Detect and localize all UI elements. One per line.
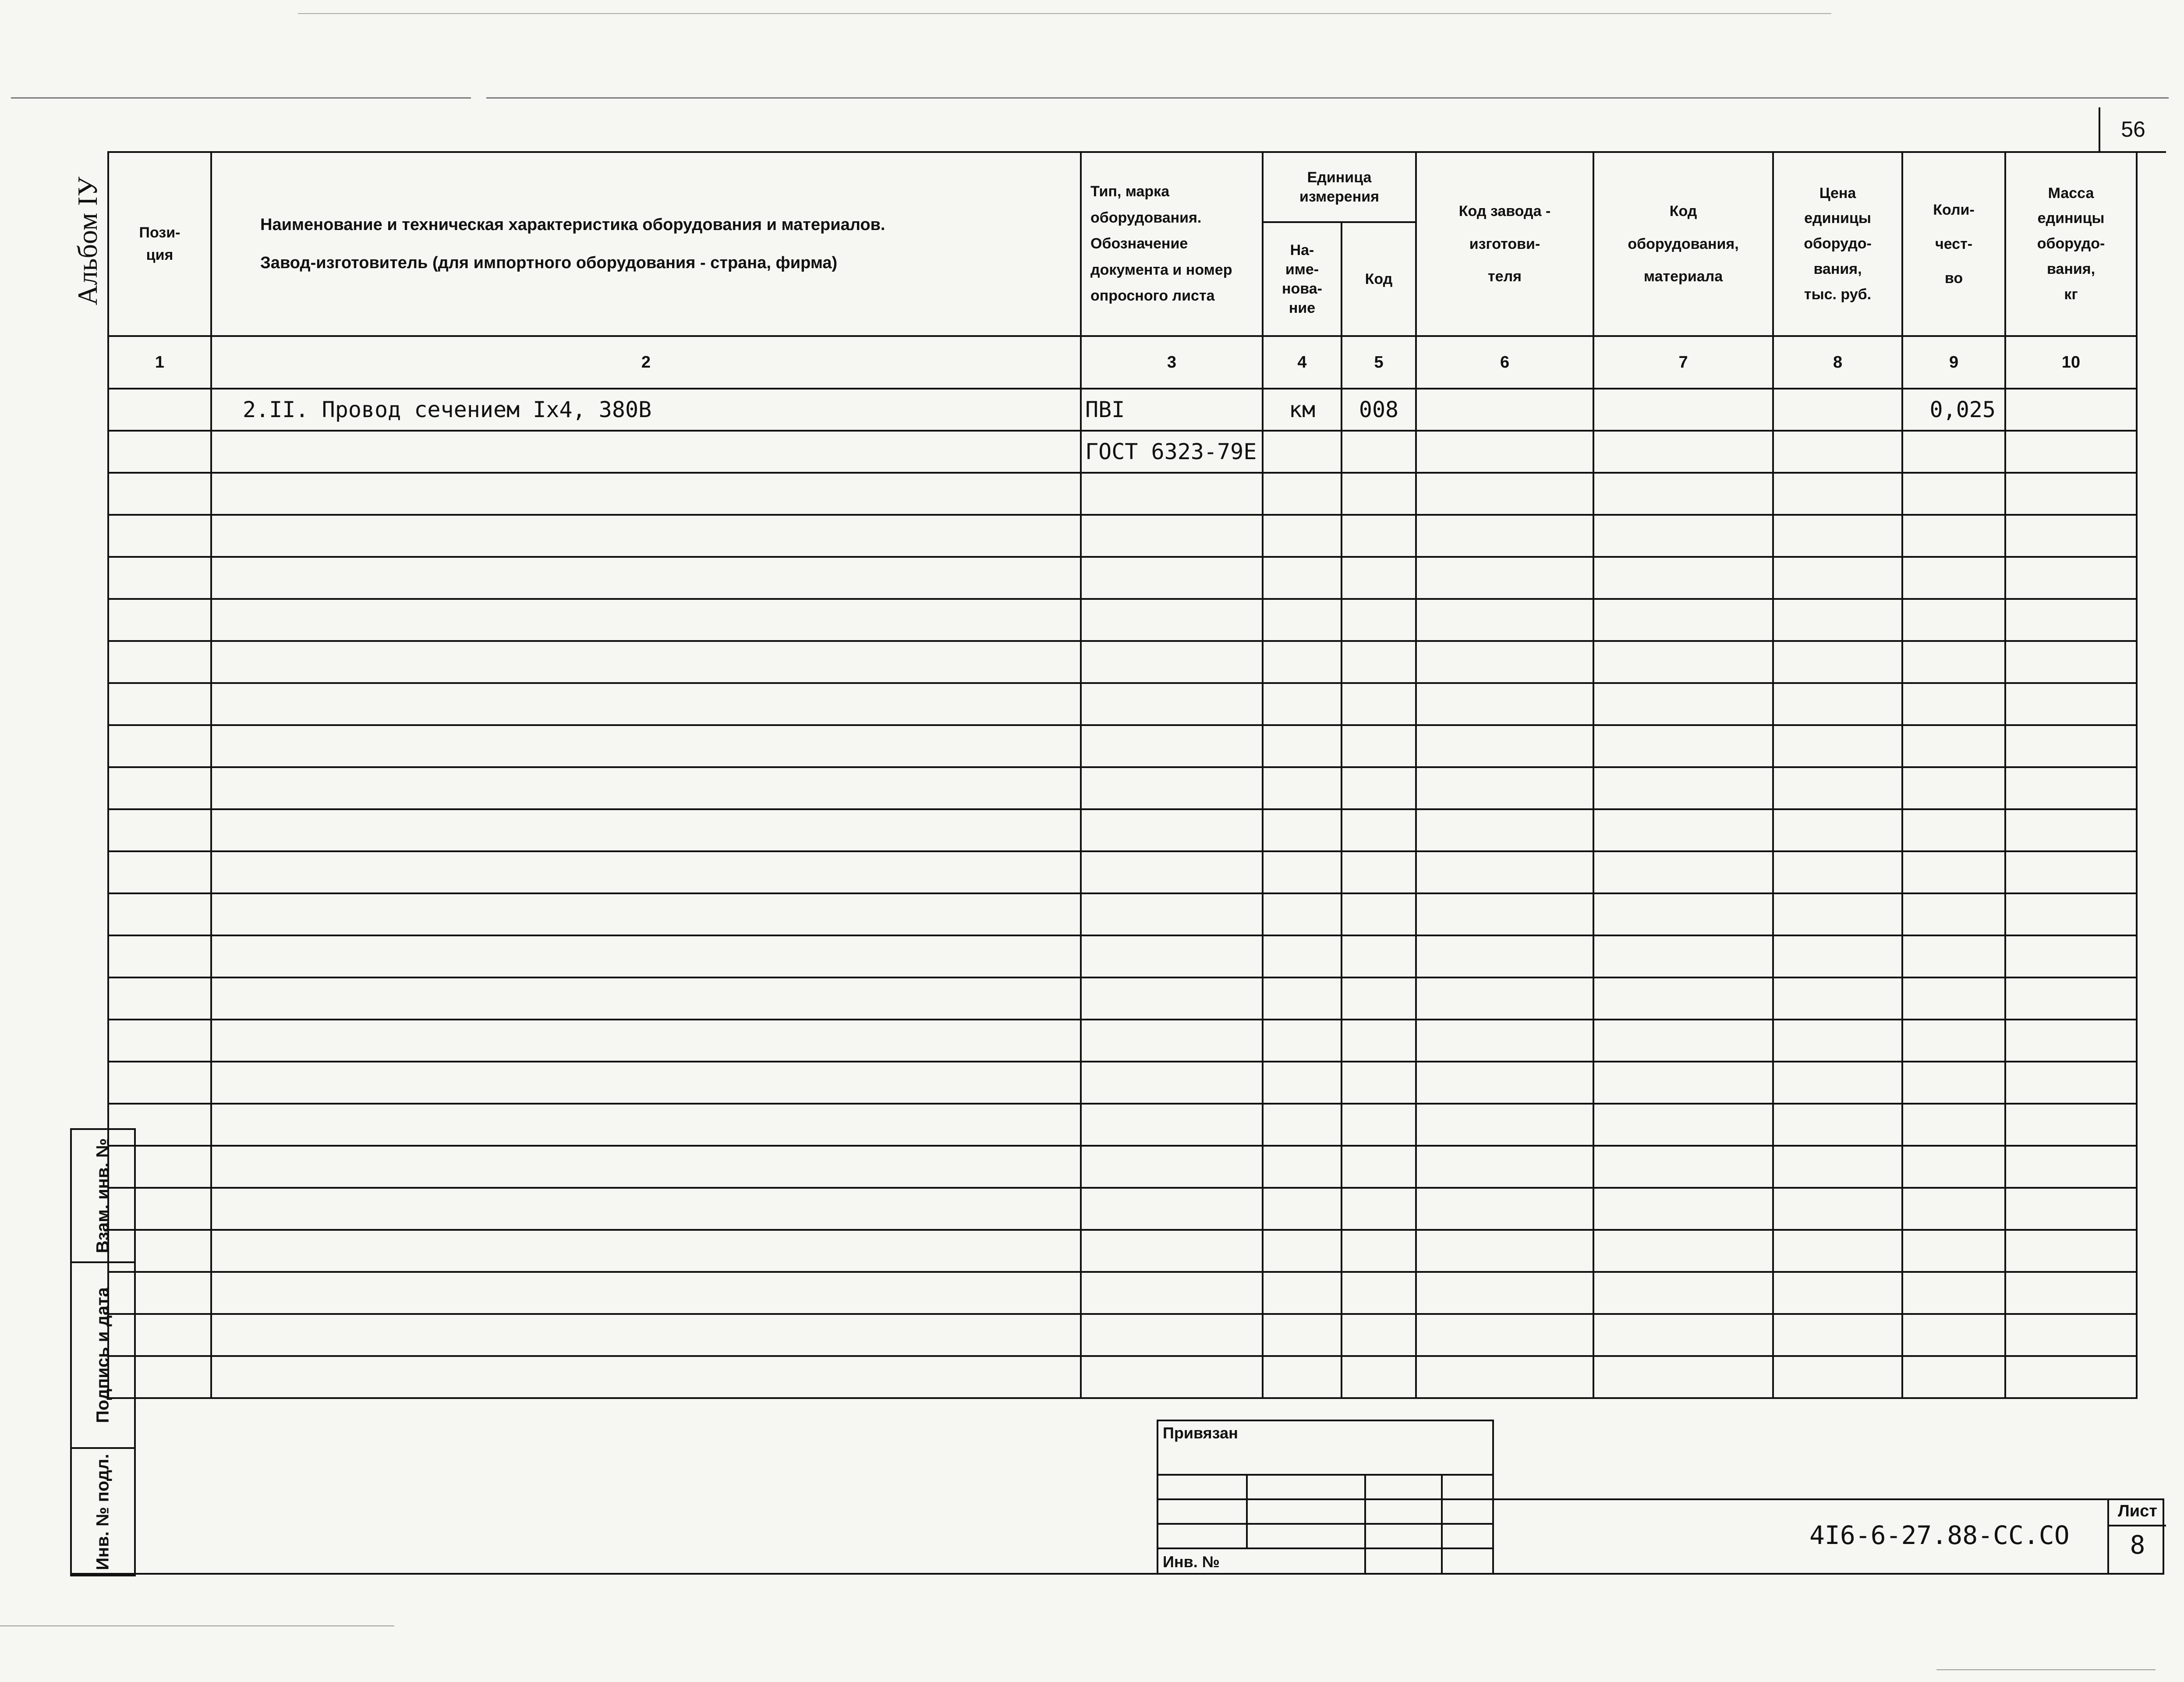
sheet-label: Лист [2118, 1502, 2157, 1520]
row-mass [2005, 431, 2137, 473]
album-label-text: Альбом IУ [72, 177, 103, 305]
row-name: 2.II. Провод сечением Iх4, 380В [211, 389, 1081, 431]
column-number: 1 [108, 336, 211, 389]
header-unit-group: Единица измерения [1263, 152, 1416, 222]
binding-stamp [1157, 1420, 1494, 1575]
empty-row [108, 1020, 2137, 1062]
specification-table [107, 151, 2138, 1399]
column-number: 4 [1263, 336, 1342, 389]
scan-line-top-left [11, 97, 471, 99]
page-number: 56 [2099, 107, 2166, 153]
column-number: 8 [1773, 336, 1902, 389]
row-factory-code [1416, 431, 1593, 473]
empty-row [108, 1356, 2137, 1398]
column-number: 2 [211, 336, 1081, 389]
column-number: 5 [1342, 336, 1416, 389]
header-price: Цена единицы оборудо- вания, тыс. руб. [1773, 152, 1902, 336]
header-quantity: Коли- чест- во [1902, 152, 2005, 336]
empty-row [108, 977, 2137, 1020]
sheet-number: 8 [2130, 1530, 2145, 1560]
stamp-privyazan: Привязан [1163, 1424, 1238, 1442]
stamp-line [1441, 1474, 1443, 1575]
empty-row [108, 851, 2137, 893]
table-row [108, 431, 2137, 473]
frame-bottom-line [70, 1573, 2164, 1575]
row-position [108, 431, 211, 473]
empty-row [108, 1230, 2137, 1272]
sheet-box [2107, 1498, 2166, 1575]
empty-row [108, 893, 2137, 935]
column-number: 6 [1416, 336, 1593, 389]
table-row [108, 389, 2137, 431]
empty-row [108, 809, 2137, 851]
row-position [108, 389, 211, 431]
empty-row [108, 599, 2137, 641]
empty-row [108, 683, 2137, 725]
row-name [211, 431, 1081, 473]
column-number: 7 [1593, 336, 1773, 389]
empty-row [108, 1146, 2137, 1188]
empty-row [108, 515, 2137, 557]
row-equipment-code [1593, 389, 1773, 431]
scan-line-topmost [298, 13, 1831, 14]
header-equipment-code: Код оборудования, материала [1593, 152, 1773, 336]
row-price [1773, 431, 1902, 473]
row-type: ГОСТ 6323-79Е [1081, 431, 1263, 473]
empty-row [108, 557, 2137, 599]
header-name-line1: Наименование и техническая характеристика оборудования и материалов. [260, 215, 885, 234]
side-box-podpis [70, 1261, 136, 1449]
scan-line-bottom-right [1936, 1669, 2156, 1670]
empty-row [108, 641, 2137, 683]
title-block-top-line [1494, 1498, 2164, 1500]
header-mass: Масса единицы оборудо- вания, кг [2005, 152, 2137, 336]
row-mass [2005, 389, 2137, 431]
header-name-line2: Завод-изготовитель (для импортного оборудования - страна, фирма) [260, 254, 838, 272]
row-unit-name: км [1263, 389, 1342, 431]
column-number: 3 [1081, 336, 1263, 389]
empty-row [108, 1272, 2137, 1314]
row-price [1773, 389, 1902, 431]
scan-line-bottom-left [0, 1625, 394, 1626]
side-podpis-label: Подпись и дата [93, 1287, 113, 1423]
row-quantity: 0,025 [1902, 389, 2005, 431]
side-vzam-label: Взам. инв. № [93, 1138, 113, 1254]
header-factory-code: Код завода - изготови- теля [1416, 152, 1593, 336]
row-unit-code [1342, 431, 1416, 473]
header-unit-name: На- име- нова- ние [1263, 222, 1342, 336]
side-inv-label: Инв. № подл. [93, 1453, 113, 1570]
empty-row [108, 935, 2137, 977]
stamp-line [1246, 1474, 1248, 1547]
header-position: Пози- ция [108, 152, 211, 336]
row-type: ПВI [1081, 389, 1263, 431]
stamp-inv-no: Инв. № [1163, 1553, 1220, 1571]
row-unit-name [1263, 431, 1342, 473]
column-number: 9 [1902, 336, 2005, 389]
empty-row [108, 1062, 2137, 1104]
column-number: 10 [2005, 336, 2137, 389]
row-factory-code [1416, 389, 1593, 431]
header-unit-code: Код [1342, 222, 1416, 336]
empty-row [108, 473, 2137, 515]
row-equipment-code [1593, 431, 1773, 473]
header-type: Тип, марка оборудования. Обозначение документа и номер опросного листа [1081, 152, 1263, 336]
empty-row [108, 1314, 2137, 1356]
row-unit-code: 008 [1342, 389, 1416, 431]
empty-row [108, 725, 2137, 767]
empty-row [108, 767, 2137, 809]
sheet-divider [2109, 1525, 2166, 1526]
document-code: 4I6-6-27.88-СС.СО [1809, 1520, 2070, 1550]
side-box-inv [70, 1447, 136, 1576]
stamp-line [1364, 1474, 1366, 1575]
side-box-vzam [70, 1128, 136, 1263]
header-name [211, 152, 1081, 336]
row-quantity [1902, 431, 2005, 473]
scan-line-top-right [486, 97, 2169, 99]
empty-row [108, 1104, 2137, 1146]
empty-row [108, 1188, 2137, 1230]
